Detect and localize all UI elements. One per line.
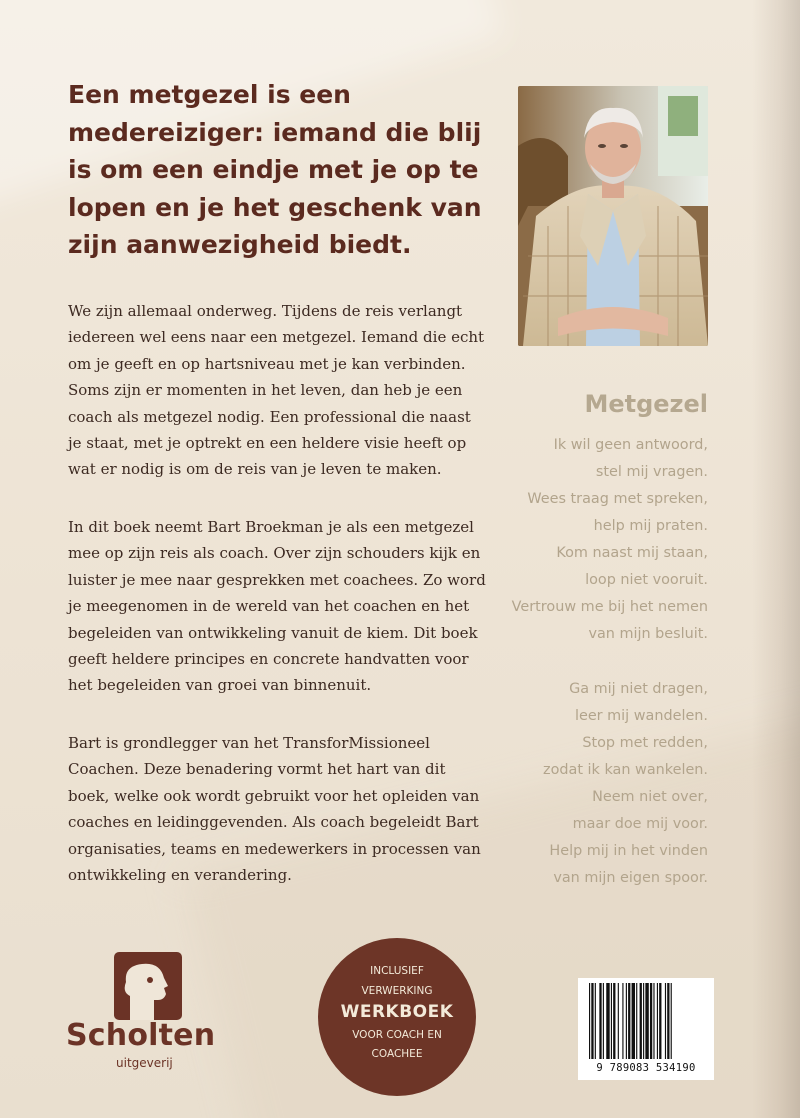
- barcode-bar: [589, 983, 590, 1059]
- publisher-name: Scholten: [66, 1018, 216, 1053]
- poem-line: Kom naast mij staan,: [556, 545, 708, 561]
- poem-line: loop niet vooruit.: [585, 572, 708, 588]
- barcode-bar: [645, 983, 648, 1059]
- publisher-head-mark-icon: [114, 952, 182, 1020]
- poem-line: van mijn eigen spoor.: [553, 870, 708, 886]
- barcode-bar: [591, 983, 593, 1059]
- paragraph-book: In dit boek neemt Bart Broekman je als een metgezel mee op zijn reis als coach. Over zijn schouders kijk en luister je mee naar gesprekken met coachees. Zo word je meegenomen in de wereld van het coachen en het begeleiden van ontwikkeling vanuit de kiem. Dit boek geeft heldere principes en concrete handvatten voor het begeleiden van groei van binnenuit.: [68, 518, 486, 695]
- poem-line: Wees traag met spreken,: [527, 491, 708, 507]
- barcode-bar: [636, 983, 637, 1059]
- badge-line-2: VERWERKING: [361, 985, 433, 997]
- headline-quote: Een metgezel is een medereiziger: iemand die blij is om een eindje met je op te lopen en je het geschenk van zijn aanwezigheid biedt.: [68, 80, 482, 259]
- barcode-bar: [595, 983, 596, 1059]
- barcode-bar: [611, 983, 612, 1059]
- barcode-bar: [671, 983, 672, 1059]
- workbook-badge: [318, 938, 476, 1096]
- barcode-bar: [603, 983, 604, 1059]
- poem-line: Neem niet over,: [592, 789, 708, 805]
- poem-line: zodat ik kan wankelen.: [543, 762, 708, 778]
- poem-line: maar doe mij voor.: [572, 816, 708, 832]
- barcode-bar: [626, 983, 627, 1059]
- author-photo: [518, 86, 708, 346]
- badge-line-4: VOOR COACH EN: [352, 1029, 442, 1041]
- barcode-bar: [665, 983, 666, 1059]
- poem-line: Ga mij niet dragen,: [569, 681, 708, 697]
- poem-stanza-2: [470, 676, 708, 892]
- badge-line-5: COACHEE: [371, 1048, 423, 1060]
- poem-line: Stop met redden,: [582, 735, 708, 751]
- barcode-bar: [622, 983, 623, 1059]
- barcode-bar: [650, 983, 652, 1059]
- barcode-bar: [640, 983, 642, 1059]
- barcode-bar: [659, 983, 661, 1059]
- barcode-bar: [653, 983, 654, 1059]
- publisher-logo: [66, 952, 236, 1072]
- publisher-subtitle: uitgeverij: [116, 1056, 173, 1070]
- poem-line: van mijn besluit.: [588, 626, 708, 642]
- poem-title: Metgezel: [584, 390, 708, 418]
- barcode-bar: [599, 983, 601, 1059]
- paragraph-author: Bart is grondlegger van het TransforMissioneel Coachen. Deze benadering vormt het hart van dit boek, welke ook wordt gebruikt voor het opleiden van coaches en leidinggevenden. Als coach begeleidt Bart organisaties, teams en medewerkers in processen van ontwikkeling en verandering.: [68, 734, 481, 885]
- barcode-bar: [628, 983, 630, 1059]
- poem-line: Vertrouw me bij het nemen: [511, 599, 708, 615]
- badge-line-1: INCLUSIEF: [370, 965, 424, 977]
- paragraph-intro: We zijn allemaal onderweg. Tijdens de reis verlangt iedereen wel eens naar een metgezel. Iemand die echt om je geeft en op hartsniveau met je kan verbinden. Soms zijn er momenten in het leven, dan heb je een coach als metgezel nodig. Een professional die naast je staat, met je optrekt en een heldere visie heeft op wat er nodig is om de reis van je leven te maken.: [68, 302, 485, 479]
- poem-line: Help mij in het vinden: [549, 843, 708, 859]
- barcode-bar: [667, 983, 669, 1059]
- barcode-bar: [618, 983, 619, 1059]
- barcode-bar: [606, 983, 609, 1059]
- poem-line: stel mij vragen.: [595, 464, 708, 480]
- badge-line-3: WERKBOEK: [340, 1002, 454, 1022]
- poem-line: help mij praten.: [593, 518, 708, 534]
- poem-stanza-1: [470, 432, 708, 648]
- barcode-bar: [632, 983, 635, 1059]
- poem-line: leer mij wandelen.: [574, 708, 708, 724]
- barcode-bar: [613, 983, 615, 1059]
- isbn-number: 9 789083 534190: [596, 1062, 696, 1074]
- barcode-bar: [657, 983, 658, 1059]
- spine-shadow: [752, 0, 800, 1118]
- isbn-barcode: [578, 978, 714, 1080]
- poem-line: Ik wil geen antwoord,: [553, 437, 708, 453]
- barcode-bar: [643, 983, 644, 1059]
- barcode-bars: [589, 983, 703, 1059]
